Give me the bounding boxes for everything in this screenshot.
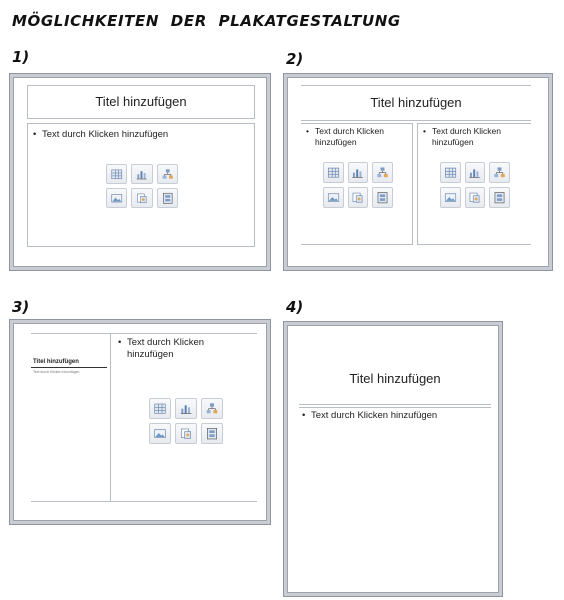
layout-3-title[interactable]: Titel hinzufügen bbox=[33, 359, 79, 365]
layout-1-title-placeholder[interactable] bbox=[27, 85, 255, 119]
table-icon[interactable] bbox=[106, 164, 127, 184]
layout-4-title-placeholder[interactable] bbox=[299, 331, 491, 405]
layout-2-title: Titel hinzufügen bbox=[370, 95, 462, 110]
chart-icon[interactable] bbox=[465, 162, 486, 183]
layout-4-body[interactable]: • Text durch Klicken hinzufügen bbox=[311, 410, 491, 422]
layout-2-right-icon-grid bbox=[440, 162, 510, 208]
layout-2-left-icon-grid bbox=[323, 162, 393, 208]
layout-2-body-right: • Text durch Klicken hinzufügen bbox=[432, 126, 524, 147]
layout-3-body[interactable]: • Text durch Klicken hinzufügen bbox=[127, 337, 237, 361]
layout-1-number: 1) bbox=[12, 48, 30, 66]
layout-2-number: 2) bbox=[286, 50, 304, 68]
media-icon[interactable] bbox=[201, 423, 223, 444]
picture-icon[interactable] bbox=[440, 187, 461, 208]
clipart-icon[interactable] bbox=[465, 187, 486, 208]
smartart-icon[interactable] bbox=[201, 398, 223, 419]
media-icon[interactable] bbox=[157, 188, 178, 208]
layout-1-slide[interactable] bbox=[10, 74, 270, 270]
layout-3-bottom-rule bbox=[31, 501, 257, 502]
picture-icon[interactable] bbox=[106, 188, 127, 208]
media-icon[interactable] bbox=[372, 187, 393, 208]
layout-1-body: • Text durch Klicken hinzufügen bbox=[42, 129, 168, 141]
picture-icon[interactable] bbox=[149, 423, 171, 444]
layout-2-title-placeholder[interactable] bbox=[301, 85, 531, 121]
layout-3-number: 3) bbox=[12, 298, 30, 316]
table-icon[interactable] bbox=[440, 162, 461, 183]
layout-4-rule bbox=[299, 407, 491, 408]
smartart-icon[interactable] bbox=[372, 162, 393, 183]
layout-1-title: Titel hinzufügen bbox=[95, 94, 187, 109]
clipart-icon[interactable] bbox=[131, 188, 152, 208]
table-icon[interactable] bbox=[323, 162, 344, 183]
layout-2-slide[interactable] bbox=[284, 74, 552, 270]
layout-2-left-placeholder[interactable] bbox=[301, 123, 413, 245]
clipart-icon[interactable] bbox=[348, 187, 369, 208]
layout-3-icon-grid bbox=[149, 398, 223, 444]
smartart-icon[interactable] bbox=[489, 162, 510, 183]
layout-3-divider bbox=[110, 333, 111, 502]
layout-1-icon-grid bbox=[106, 164, 178, 208]
page-title: MÖGLICHKEITEN DER PLAKATGESTALTUNG bbox=[12, 12, 401, 30]
layout-3-title-underline bbox=[31, 367, 107, 368]
layout-1-content-placeholder[interactable] bbox=[27, 123, 255, 247]
media-icon[interactable] bbox=[489, 187, 510, 208]
chart-icon[interactable] bbox=[175, 398, 197, 419]
smartart-icon[interactable] bbox=[157, 164, 178, 184]
layout-3-slide[interactable] bbox=[10, 320, 270, 524]
clipart-icon[interactable] bbox=[175, 423, 197, 444]
layout-4-title: Titel hinzufügen bbox=[349, 371, 441, 386]
chart-icon[interactable] bbox=[348, 162, 369, 183]
layout-3-top-rule bbox=[31, 333, 257, 334]
layout-3-subtext[interactable]: Text durch Klicken hinzufügen bbox=[33, 370, 80, 374]
layout-4-number: 4) bbox=[286, 298, 304, 316]
table-icon[interactable] bbox=[149, 398, 171, 419]
picture-icon[interactable] bbox=[323, 187, 344, 208]
chart-icon[interactable] bbox=[131, 164, 152, 184]
layout-2-body-left: • Text durch Klicken hinzufügen bbox=[315, 126, 407, 147]
layout-2-right-placeholder[interactable] bbox=[417, 123, 531, 245]
layout-4-slide[interactable] bbox=[284, 322, 502, 596]
